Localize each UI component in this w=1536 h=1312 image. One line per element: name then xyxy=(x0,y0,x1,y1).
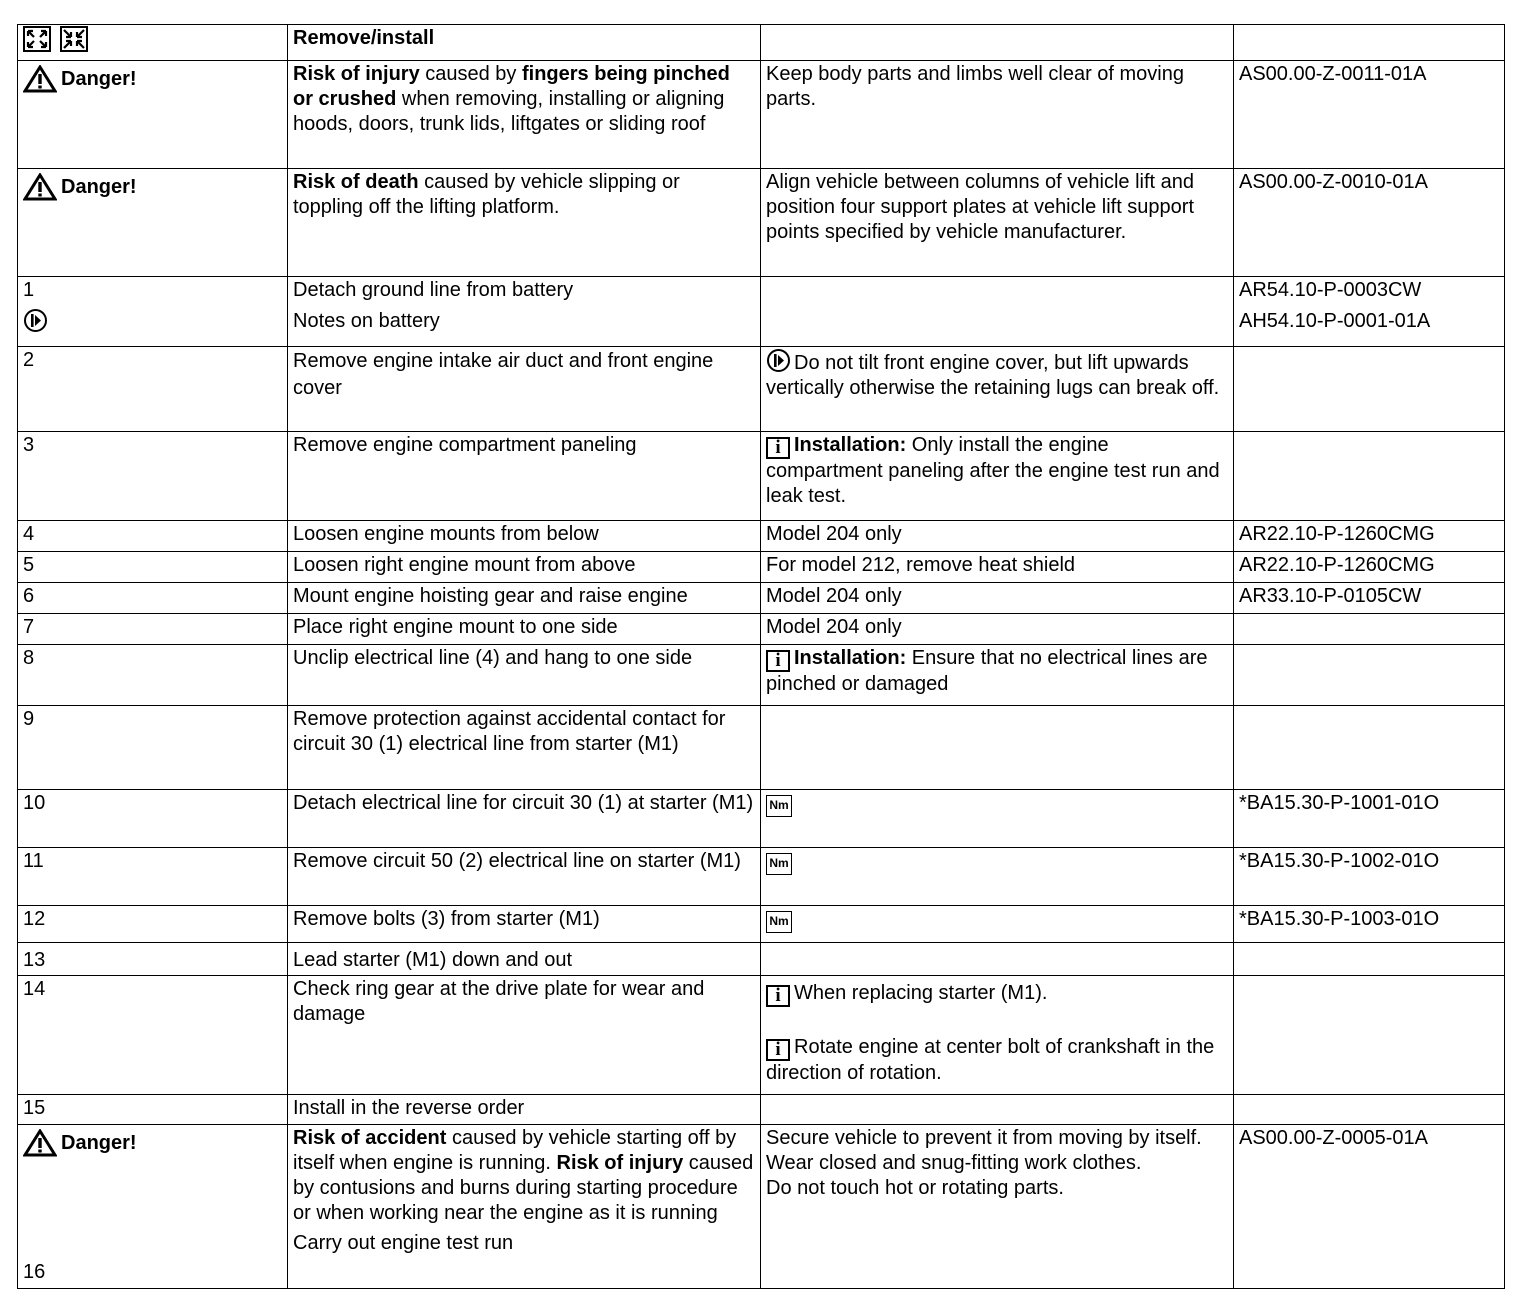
step-note: Model 204 only xyxy=(761,521,1234,552)
step-number: 6 xyxy=(18,583,288,614)
step-note: Model 204 only xyxy=(761,614,1234,645)
step-number: 3 xyxy=(18,432,288,521)
step-number: 9 xyxy=(18,706,288,790)
step-text: Remove engine compartment paneling xyxy=(288,432,761,521)
step-row xyxy=(18,976,1505,1095)
danger-action: Do not touch hot or rotating parts. xyxy=(766,1177,1064,1199)
step-row: 3 Remove engine compartment paneling i Installation: Only install the engine compartment paneling after the engine test run and leak test. xyxy=(18,432,1505,521)
info-icon: i xyxy=(766,1039,790,1061)
info-icon: i xyxy=(766,650,790,672)
danger-row xyxy=(18,61,1505,169)
warning-triangle-icon xyxy=(23,65,57,93)
procedure-table xyxy=(17,24,1505,1289)
reference-link[interactable]: AR54.10-P-0003CW xyxy=(1239,279,1422,301)
step-row xyxy=(18,277,1505,347)
step-number: 8 xyxy=(18,645,288,706)
danger-action: Keep body parts and limbs well clear of moving parts. xyxy=(761,61,1234,169)
reference-link[interactable]: AS00.00-Z-0010-01A xyxy=(1234,169,1505,277)
danger-label: Danger! xyxy=(23,62,282,93)
header-title: Remove/install xyxy=(288,25,761,61)
step-number: 2 xyxy=(18,347,288,432)
step-number: 13 xyxy=(18,943,288,976)
step-row: 8 Unclip electrical line (4) and hang to one side i Installation: Ensure that no electrical lines are pinched or damaged xyxy=(18,645,1505,706)
reference-link[interactable]: AS00.00-Z-0005-01A xyxy=(1234,1125,1505,1289)
step-number: 10 xyxy=(18,790,288,848)
step-note: When replacing starter (M1). xyxy=(794,982,1048,1004)
danger-row xyxy=(18,169,1505,277)
step-row xyxy=(18,521,1505,552)
step-text: Detach ground line from battery xyxy=(293,279,574,301)
step-text: Remove engine intake air duct and front engine cover xyxy=(288,347,761,432)
step-number: 5 xyxy=(18,552,288,583)
danger-action: Wear closed and snug-fitting work clothes. xyxy=(766,1152,1142,1174)
step-text: Detach electrical line for circuit 30 (1) at starter (M1) xyxy=(288,790,761,848)
step-text: Loosen right engine mount from above xyxy=(288,552,761,583)
info-icon: i xyxy=(766,437,790,459)
step-text: Place right engine mount to one side xyxy=(288,614,761,645)
step-number: 14 xyxy=(18,976,288,1095)
reference-link[interactable]: *BA15.30-P-1002-01O xyxy=(1234,848,1505,906)
step-note: For model 212, remove heat shield xyxy=(761,552,1234,583)
step-number: 16 xyxy=(23,1261,46,1283)
step-row xyxy=(18,706,1505,790)
step-text: Remove circuit 50 (2) electrical line on starter (M1) xyxy=(288,848,761,906)
step-row xyxy=(18,583,1505,614)
step-note-text: Notes on battery xyxy=(293,310,440,332)
step-text: Unclip electrical line (4) and hang to one side xyxy=(288,645,761,706)
reference-link[interactable]: *BA15.30-P-1003-01O xyxy=(1234,906,1505,943)
collapse-arrows-icon[interactable] xyxy=(60,26,88,52)
step-text: Carry out engine test run xyxy=(293,1232,514,1254)
reference-link[interactable]: AS00.00-Z-0011-01A xyxy=(1234,61,1505,169)
info-icon: i xyxy=(766,985,790,1007)
torque-icon[interactable]: Nm xyxy=(766,911,792,933)
step-number: 11 xyxy=(18,848,288,906)
danger-label: Danger! xyxy=(23,170,282,201)
danger-action: Align vehicle between columns of vehicle lift and position four support plates at vehicle lift support points specified by vehicle manufacturer. xyxy=(761,169,1234,277)
step-row xyxy=(18,790,1505,848)
step-text: Install in the reverse order xyxy=(288,1095,761,1125)
reference-link[interactable]: *BA15.30-P-1001-01O xyxy=(1234,790,1505,848)
danger-description: Risk of injury caused by fingers being pinched or crushed when removing, installing or aligning hoods, doors, trunk lids, liftgates or sliding roof xyxy=(288,61,761,169)
reference-link[interactable]: AR22.10-P-1260CMG xyxy=(1234,552,1505,583)
danger-action: Secure vehicle to prevent it from moving by itself. xyxy=(766,1127,1202,1149)
step-number: 7 xyxy=(18,614,288,645)
step-number: 4 xyxy=(18,521,288,552)
warning-triangle-icon xyxy=(23,173,57,201)
reference-link[interactable]: AR22.10-P-1260CMG xyxy=(1234,521,1505,552)
danger-description: Risk of death caused by vehicle slipping or toppling off the lifting platform. xyxy=(288,169,761,277)
step-row xyxy=(18,1095,1505,1125)
torque-icon[interactable]: Nm xyxy=(766,795,792,817)
reference-link[interactable]: AH54.10-P-0001-01A xyxy=(1239,310,1431,332)
torque-icon[interactable]: Nm xyxy=(766,853,792,875)
step-row xyxy=(18,347,1505,432)
step-number: 15 xyxy=(18,1095,288,1125)
danger-label: Danger! xyxy=(23,1126,282,1157)
header-row xyxy=(18,25,1505,61)
danger-description: Risk of accident caused by vehicle starting off by itself when engine is running. Risk of injury caused by contusions and burns during starting procedure or when working near the engine as it is running xyxy=(293,1127,754,1224)
step-number: 12 xyxy=(18,906,288,943)
step-text: Mount engine hoisting gear and raise engine xyxy=(288,583,761,614)
step-text: Loosen engine mounts from below xyxy=(288,521,761,552)
note-circle-icon xyxy=(766,348,791,373)
header-icons-cell xyxy=(18,25,288,61)
step-text: Remove bolts (3) from starter (M1) xyxy=(288,906,761,943)
step-row xyxy=(18,943,1505,976)
danger-row xyxy=(18,1125,1505,1289)
step-row xyxy=(18,848,1505,906)
step-number: 1 xyxy=(23,279,35,301)
step-text: Lead starter (M1) down and out xyxy=(288,943,761,976)
step-row xyxy=(18,552,1505,583)
step-text: Remove protection against accidental contact for circuit 30 (1) electrical line from starter (M1) xyxy=(288,706,761,790)
step-row xyxy=(18,614,1505,645)
step-note: Rotate engine at center bolt of crankshaft in the direction of rotation. xyxy=(766,1036,1215,1084)
reference-link[interactable]: AR33.10-P-0105CW xyxy=(1234,583,1505,614)
step-text: Check ring gear at the drive plate for wear and damage xyxy=(288,976,761,1095)
step-row xyxy=(18,906,1505,943)
step-note: Do not tilt front engine cover, but lift upwards vertically otherwise the retaining lugs can break off. xyxy=(766,352,1220,399)
expand-arrows-icon[interactable] xyxy=(23,26,51,52)
warning-triangle-icon xyxy=(23,1129,57,1157)
note-circle-icon xyxy=(23,308,48,333)
step-note: Model 204 only xyxy=(761,583,1234,614)
